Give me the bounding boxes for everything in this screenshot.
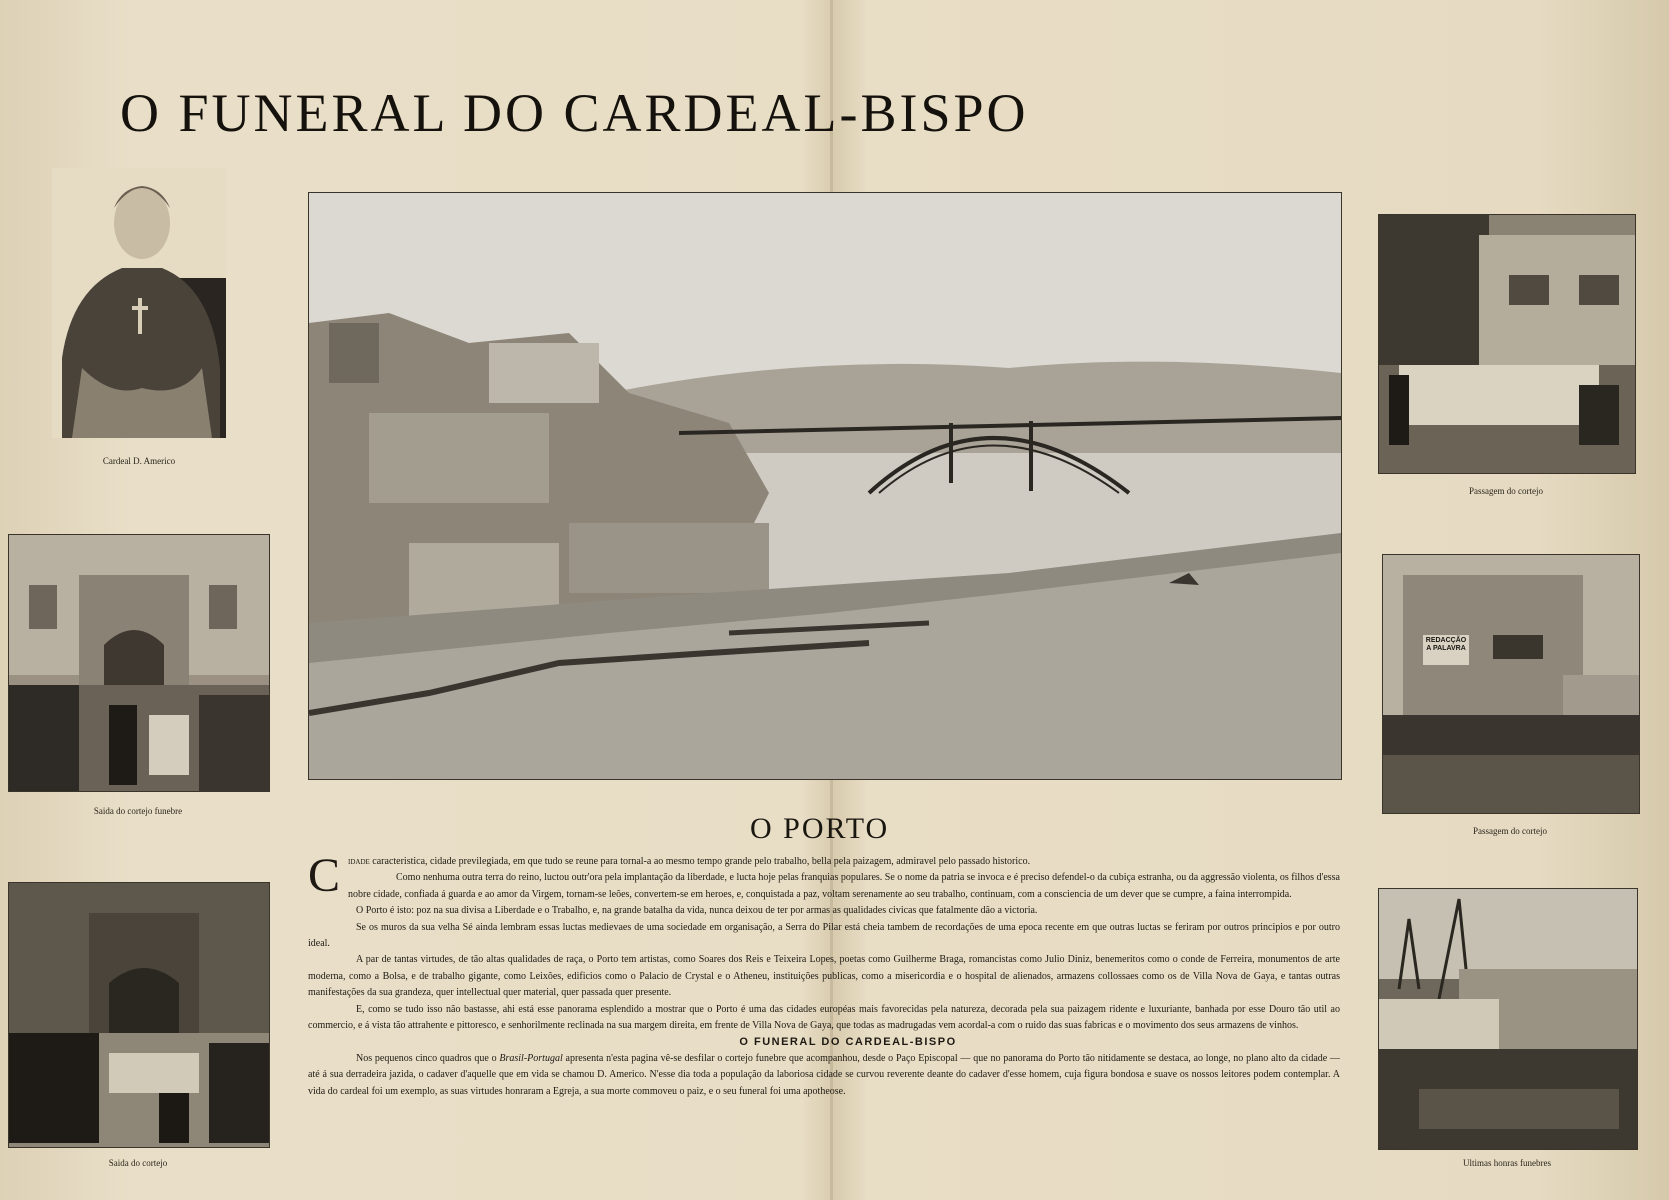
- opening-word: idade: [348, 856, 370, 867]
- article-paragraph-4: Se os muros da sua velha Sé ainda lembram essas luctas medievaes de uma sociedade em organisação, a Serra do Pilar está cheia tambem de recordações de uma epoca recente em que outras luctas se feriram por outros principios e por outro ideal.: [308, 921, 1340, 950]
- porto-panorama-photo: [308, 192, 1342, 780]
- article-paragraph-6: E, como se tudo isso não bastasse, ahi está esse panorama esplendido a mostrar que o Porto é uma das cidades européas mais favorecidas pela natureza, decorada pela sua paizagem ridente e luxuriante, banhada por esse Douro tão util ao commercio, e á vista tão attrahente e pittoresco, e senhorilmente reclinada na sua margem direita, em frente de Villa Nova de Gaya, que todas as madrugadas vem acordal-a com o ruido das suas fabricas e o movimento dos seus armazens de vinhos.: [308, 1003, 1340, 1032]
- article-subheading: O FUNERAL DO CARDEAL-BISPO: [739, 1036, 957, 1049]
- building-sign: REDACÇÃO A PALAVRA: [1425, 637, 1467, 652]
- procession-passage-photo-top: [1378, 214, 1636, 474]
- funeral-procession-exit-photo: [8, 534, 270, 792]
- publication-name: Brasil-Portugal: [499, 1052, 563, 1064]
- paragraph-1-text: caracteristica, cidade previlegiada, em que tudo se reune para tornal-a ao mesmo tempo grande pelo trabalho, bella pela paizagem, admiravel pelo passado historico.: [372, 856, 1031, 867]
- page-title: O FUNERAL DO CARDEAL-BISPO: [120, 83, 1029, 143]
- article-paragraph-3: O Porto é isto: poz na sua divisa a Liberdade e o Trabalho, e, na grande batalha da vida, nunca deixou de ter por armas as qualidades civicas que fatalmente dão a victoria.: [356, 905, 1038, 917]
- procession-passage-photo-middle: [1382, 554, 1640, 814]
- article-heading: O PORTO: [750, 812, 890, 845]
- exit-caption: Saida do cortejo: [108, 1158, 168, 1168]
- article-paragraph-7: [308, 1051, 1340, 1100]
- paragraph-7-rest: apresenta n'esta pagina vê-se desfilar o cortejo funebre que acompanhou, desde o Paço Episcopal — que no panorama do Porto tão nitidamente se destaca, ao longe, no plano alto da cidade — até á sua derradeira jazida, o cadaver d'aquelle que em vida se chamou D. Americo. N'esse dia toda a população da laboriosa cidade se curvou reverente deante do cadaver d'esse homem, cuja figura bondosa e suave os nossos leitores podem contemplar. A vida do cardeal foi um exemplo, as suas virtudes honraram a Egreja, a sua morte commoveu o paiz, e o seu funeral foi uma apotheose.: [308, 1052, 1340, 1097]
- drop-cap: C: [308, 849, 341, 902]
- last-honors-caption: Ultimas honras funebres: [1463, 1158, 1551, 1168]
- passage-middle-caption: Passagem do cortejo: [1473, 826, 1547, 836]
- exit-funeral-caption: Saida do cortejo funebre: [93, 806, 183, 816]
- article-body: [308, 849, 1340, 1100]
- article-paragraph-5: A par de tantas virtudes, de tão altas qualidades de raça, o Porto tem artistas, como Soares dos Reis e Teixeira Lopes, poetas como Guilherme Braga, romancistas como Julio Diniz, benemeritos como o conde de Ferreira, monumentos de arte moderna, como a Bolsa, e de trabalho gigante, como Leixões, edificios como o Palacio de Crystal e o Atheneu, instituições publicas, como a misericordia e o hospital de alienados, armazens collossaes como os de Villa Nova de Gaya, e tantas outras manifestações da sua grandeza, quer intellectual quer material, quer passada quer presente.: [308, 954, 1340, 999]
- procession-exit-photo: [8, 882, 270, 1148]
- passage-top-caption: Passagem do cortejo: [1469, 486, 1543, 496]
- last-funeral-honors-photo: [1378, 888, 1638, 1150]
- paragraph-7-start: Nos pequenos cinco quadros que o: [356, 1052, 497, 1064]
- cardinal-portrait-photo: [52, 168, 226, 438]
- portrait-caption: Cardeal D. Americo: [102, 456, 176, 466]
- article-paragraph-2: Como nenhuma outra terra do reino, luctou outr'ora pela implantação da liberdade, e lucta hoje pelas franquias populares. Se o nome da patria se invoca e é preciso defendel-o da cubiça estranha, ou da aggressão violenta, os filhos d'essa nobre cidade, confiada á guarda e ao amor da Virgem, tornam-se leões, convertem-se em heroes, e, conquistada a paz, voltam serenamente ao seu trabalho, continuam, com a consciencia de um dever que se cumpre, a faina interrompida.: [348, 872, 1340, 900]
